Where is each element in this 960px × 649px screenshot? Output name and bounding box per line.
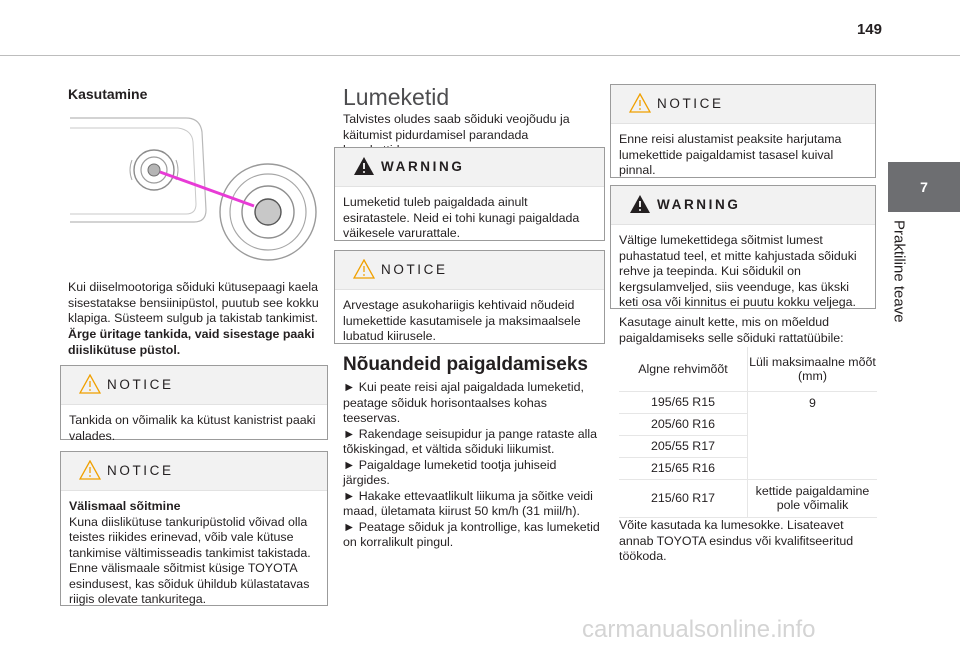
table-cell: 215/65 R16 [619,457,748,479]
chapter-title: Praktiline teave [890,220,908,323]
notice-box [610,84,876,178]
warning-text: Lumeketid tuleb paigaldada ainult esiratastele. Neid ei tohi kunagi paigaldada väikesele varurattale. [343,195,580,240]
warning-label: WARNING [381,159,465,174]
table-row [619,391,877,413]
tips-list [343,380,605,551]
notice-box-abroad [60,451,328,606]
intro-text: Talvistes oludes saab sõiduki veojõudu ja käitumist pidurdamisel parandada [343,112,570,142]
watermark: carmanualsonline.info [582,616,816,643]
table-cell: 205/60 R16 [619,413,748,435]
notice-header [61,366,327,405]
notice-text: Enne reisi alustamist peaksite harjutama lumekettide paigaldamist tasasel kuival pinnal. [619,132,842,177]
warning-header [611,186,875,225]
subheading: Nõuandeid paigaldamiseks [343,354,588,375]
table-header-row [619,347,877,391]
tip-item: ► Peatage sõiduk ja kontrollige, kas lumeketid on korralikult pingul. [343,519,600,549]
warning-text: Vältige lumekettidega sõitmist lumest puhastatud teel, et mitte kahjustada sõiduki rehve ja teepinda. Kui sõidukil on kergsulamveljed, siis veenduge, kas ükski keti osa või kinnitus ei puutu kokku veljega. [619,233,857,309]
notice-title: Välismaal sõitmine [69,499,181,513]
notice-text: Tankida on võimalik ka kütust kanistrist paaki valades. [69,413,316,443]
notice-triangle-icon [629,93,651,113]
fuel-warning-text: Ärge üritage tankida, vaid sisestage paaki diislikütuse püstol. [68,327,315,357]
tip-item: ► Kui peate reisi ajal paigaldada lumeketid, peatage sõiduk horisontaalses kohas teeservas. [343,380,584,425]
notice-box [334,250,605,344]
warning-label: WARNING [657,197,741,212]
notice-text: Kuna diislikütuse tankuripüstolid võivad olla teistes riikides erinevad, võib vale kütuse tankimise vältimisseadis tankimist takistada. Enne välismaale sõitmist küsige TOYOTA esindusest, kas sõiduk ühildub külastatavas riigis olevate tankuritega. [69,514,311,606]
section-heading: Lumeketid [343,84,450,110]
table-cell: 195/65 R15 [619,391,748,413]
table-cell: 205/55 R17 [619,435,748,457]
table-row [619,479,877,517]
notice-text: Arvestage asukohariigis kehtivaid nõudeid lumekettide kasutamisele ja maksimaalsele lubatud kiirusele. [343,298,581,343]
warning-triangle-icon [353,156,375,176]
tip-item: ► Rakendage seisupidur ja pange rataste alla tõkiskingad, et vältida sõiduki liikumist. [343,426,598,456]
chapter-side-label [884,212,914,342]
chapter-number: 7 [920,179,928,195]
section-heading: Kasutamine [68,86,148,102]
warning-box [334,147,605,241]
footer-text: Võite kasutada ka lumesokke. Lisateavet annab TOYOTA esindus või kvalifitseeritud töökoda. [619,518,854,563]
notice-triangle-icon [79,374,101,394]
table-header-cell: Lüli maksimaalne mõõt (mm) [748,347,878,391]
notice-box-refuel [60,365,328,443]
fuel-description: Kui diiselmootoriga sõiduki kütusepaagi kaela sisestatakse bensiinipüstol, puutub see kokku klapiga. Süsteem sulgub ja takistab tankimist. [68,280,319,325]
tire-chain-table [619,347,877,518]
tip-item: ► Hakake ettevaatlikult liikuma ja sõitke veidi maad, ületamata kiirust 50 km/h (31 miil/h). [343,488,593,518]
chapter-tab[interactable] [888,162,960,212]
notice-header [335,251,604,290]
tip-item: ► Paigaldage lumeketid tootja juhiseid järgides. [343,457,557,487]
notice-label: NOTICE [107,463,174,478]
table-cell: 9 [748,391,878,479]
page-number: 149 [856,21,882,38]
notice-label: NOTICE [657,96,724,111]
table-intro: Kasutage ainult kette, mis on mõeldud paigaldamiseks selle sõiduki rattatüübile: [619,315,844,345]
table-cell: kettide paigaldamine pole võimalik [748,479,878,517]
table-header-cell: Algne rehvimõõt [619,347,748,391]
warning-box [610,185,876,309]
fuel-filler-illustration [68,114,320,264]
notice-label: NOTICE [107,377,174,392]
table-cell: 215/60 R17 [619,479,748,517]
warning-triangle-icon [629,194,651,214]
notice-label: NOTICE [381,262,448,277]
notice-header [61,452,327,491]
notice-triangle-icon [79,460,101,480]
header-rule [0,55,960,56]
warning-header [335,148,604,187]
notice-triangle-icon [353,259,375,279]
notice-header [611,85,875,124]
